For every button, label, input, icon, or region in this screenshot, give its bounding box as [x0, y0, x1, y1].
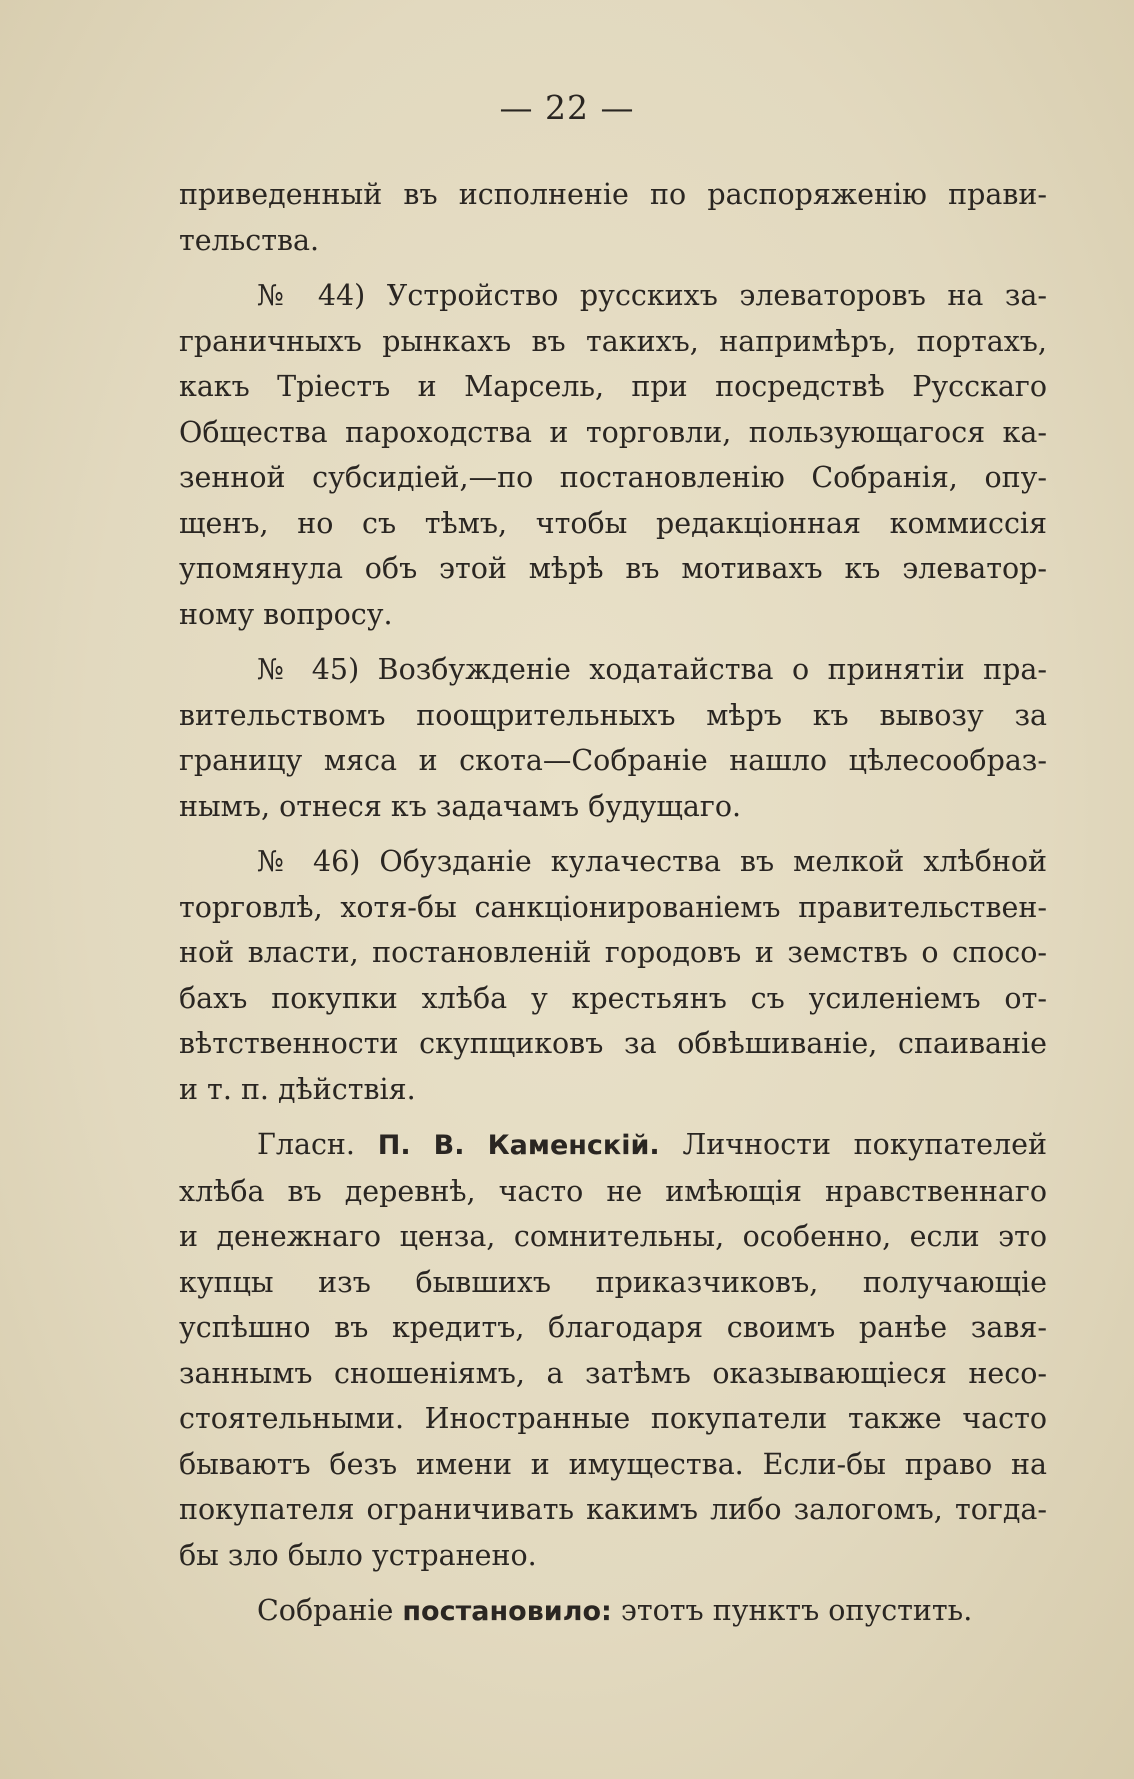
text-line: вѣтственности скупщиковъ за обвѣшиваніе, спаиваніе	[179, 1027, 1047, 1060]
paragraph-item-45	[179, 647, 1047, 829]
text-line: вительствомъ поощрительныхъ мѣръ къ вывозу за	[179, 698, 1047, 732]
text-line: покупателя ограничивать какимъ либо залогомъ, тогда-	[179, 1493, 1047, 1526]
text-line: и денежнаго ценза, сомнительны, особенно, если это	[179, 1220, 1047, 1253]
text-line: бы зло было устранено.	[179, 1538, 537, 1572]
text-line: нымъ, отнеся къ задачамъ будущаго.	[179, 789, 742, 823]
text-line: хлѣба въ деревнѣ, часто не имѣющія нравственнаго	[179, 1174, 1047, 1208]
text-line: и т. п. дѣйствія.	[179, 1072, 416, 1106]
text-line: какъ Тріестъ и Марсель, при посредствѣ Русскаго	[179, 370, 1047, 403]
text-line: стоятельными. Иностранные покупатели также часто	[179, 1402, 1047, 1435]
resolution-text: этотъ пунктъ опустить.	[620, 1594, 973, 1627]
text-line-speaker	[179, 1122, 1047, 1169]
text-line: бахъ покупки хлѣба у крестьянъ съ усиленіемъ от-	[179, 981, 1047, 1015]
text-line: границу мяса и скота—Собраніе нашло цѣлесообраз-	[179, 744, 1047, 777]
paragraph-speech-kamensky	[179, 1122, 1047, 1578]
text-line-resolution	[179, 1588, 1047, 1635]
speaker-prefix: Гласн.	[257, 1128, 355, 1161]
resolution-subject: Собраніе	[257, 1594, 394, 1627]
page-body	[179, 172, 1047, 1635]
speech-start: Личности покупателей	[682, 1128, 1048, 1161]
text-line: торговлѣ, хотя-бы санкціонированіемъ правительствен-	[179, 890, 1047, 924]
text-line: тельства.	[179, 223, 320, 257]
text-line: ной власти, постановленій городовъ и земствъ о спосо-	[179, 936, 1047, 969]
text-line: купцы изъ бывшихъ приказчиковъ, получающіе	[179, 1265, 1047, 1299]
text-line: щенъ, но съ тѣмъ, чтобы редакціонная коммиссія	[179, 506, 1047, 540]
text-line: бываютъ безъ имени и имущества. Если-бы право на	[179, 1447, 1047, 1481]
text-line: № 45) Возбужденіе ходатайства о принятіи пра-	[257, 653, 1047, 686]
text-line: Общества пароходства и торговли, пользующагося ка-	[179, 415, 1047, 449]
resolution-verb: постановило:	[402, 1596, 612, 1627]
paragraph-item-44	[179, 273, 1047, 637]
text-line: зенной субсидіей,—по постановленію Собранія, опу-	[179, 461, 1047, 494]
text-line: № 44) Устройство русскихъ элеваторовъ на за-	[257, 279, 1047, 312]
paragraph-continuation	[179, 172, 1047, 263]
text-line: упомянула объ этой мѣрѣ въ мотивахъ къ элеватор-	[179, 552, 1047, 585]
text-line: успѣшно въ кредитъ, благодаря своимъ ранѣе завя-	[179, 1311, 1047, 1344]
paragraph-resolution	[179, 1588, 1047, 1635]
text-line: № 46) Обузданіе кулачества въ мелкой хлѣбной	[257, 845, 1047, 878]
speaker-name: П. В. Каменскій.	[377, 1130, 660, 1161]
text-line: заннымъ сношеніямъ, а затѣмъ оказывающіеся несо-	[179, 1356, 1047, 1390]
text-line: граничныхъ рынкахъ въ такихъ, напримѣръ, портахъ,	[179, 324, 1047, 358]
text-line: ному вопросу.	[179, 597, 393, 631]
text-line: приведенный въ исполненіе по распоряженію прави-	[179, 178, 1047, 211]
paragraph-item-46	[179, 839, 1047, 1112]
page-number: — 22 —	[499, 88, 635, 127]
